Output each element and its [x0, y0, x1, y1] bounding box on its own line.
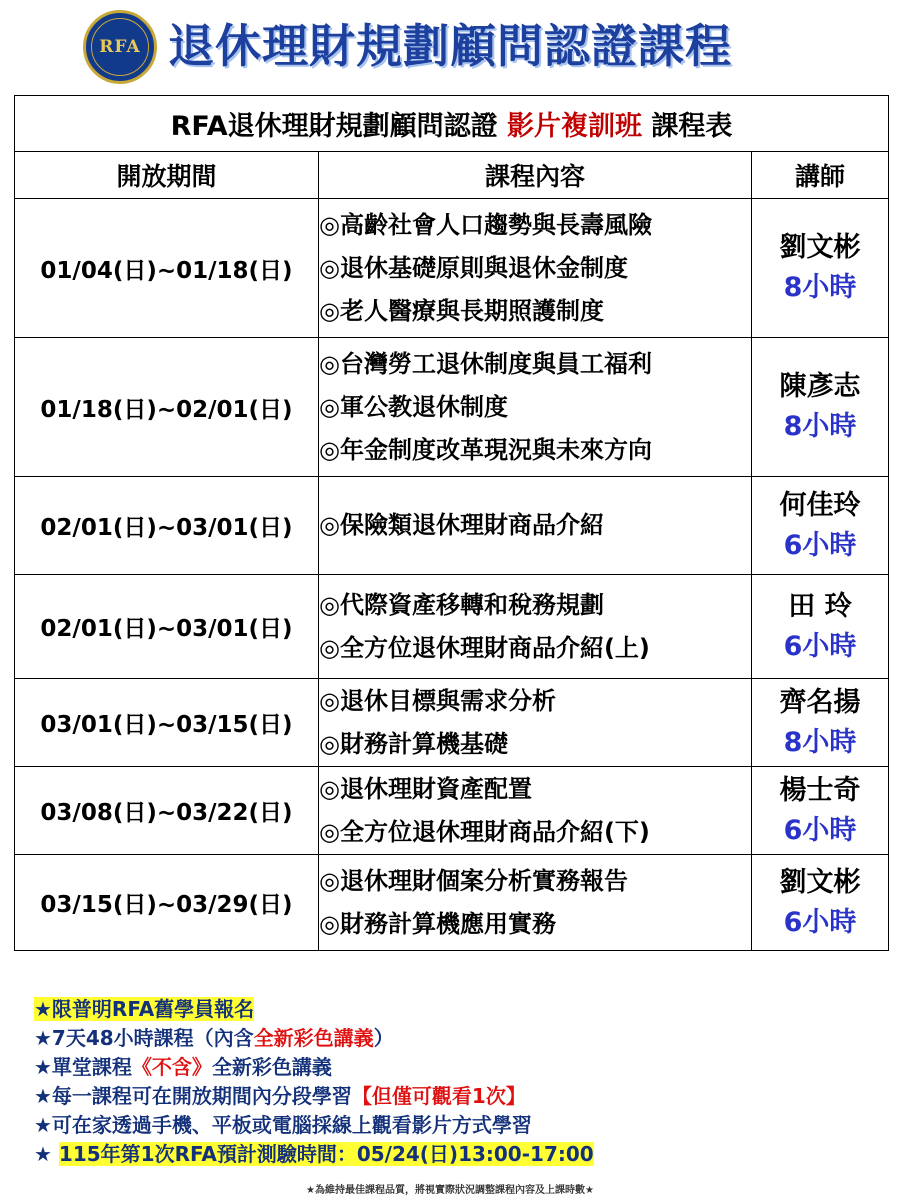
rfa-logo-seal [91, 18, 149, 76]
table-row [15, 767, 889, 855]
course-item: ◎年金制度改革現況與未來方向 [319, 435, 652, 464]
teacher-name: 劉文彬 [779, 866, 861, 898]
content-cell [319, 767, 752, 855]
note-item [34, 1082, 594, 1111]
content-cell [319, 338, 752, 477]
table-caption-row [15, 96, 889, 152]
note-text: ★單堂課程 [34, 1055, 132, 1079]
table-row [15, 679, 889, 767]
course-item: ◎退休目標與需求分析 [319, 686, 556, 715]
content-cell [319, 855, 752, 951]
course-item: ◎全方位退休理財商品介紹(上) [319, 633, 650, 662]
note-red: 《不含》 [131, 1055, 212, 1079]
course-item: ◎軍公教退休制度 [319, 392, 508, 421]
logo-text: RFA [99, 36, 141, 57]
teacher-name: 陳彥志 [779, 371, 861, 402]
table-caption [15, 96, 889, 152]
period-cell: 03/01(日)~03/15(日) [15, 679, 319, 767]
col-header-content: 課程內容 [319, 152, 752, 199]
teacher-name: 楊士奇 [779, 774, 861, 806]
course-item: ◎台灣勞工退休制度與員工福利 [319, 349, 652, 378]
course-hours: 6小時 [783, 529, 857, 561]
course-hours: 8小時 [783, 411, 857, 442]
course-item: ◎退休理財個案分析實務報告 [319, 866, 628, 895]
note-item [34, 1111, 594, 1140]
note-text: ★限普明RFA舊學員報名 [34, 997, 255, 1021]
table-row [15, 199, 889, 338]
footnote: ★為維持最佳課程品質，將視實際狀況調整課程內容及上課時數★ [306, 1185, 594, 1196]
content-cell [319, 679, 752, 767]
note-red: 【但僅可觀看1次】 [351, 1084, 526, 1108]
caption-pre: RFA退休理財規劃顧問認證 [170, 111, 508, 142]
note-red: 全新彩色講義 [253, 1026, 374, 1050]
course-hours: 8小時 [783, 726, 857, 758]
teacher-cell [752, 855, 889, 951]
period-cell: 02/01(日)~03/01(日) [15, 477, 319, 575]
table-body [15, 199, 889, 951]
teacher-cell [752, 679, 889, 767]
teacher-name: 齊名揚 [779, 686, 861, 718]
table-row [15, 477, 889, 575]
notes-list [34, 995, 594, 1169]
course-hours: 6小時 [783, 906, 857, 938]
table-row [15, 338, 889, 477]
content-cell [319, 575, 752, 679]
content-cell [319, 199, 752, 338]
note-item [34, 1053, 594, 1082]
period-cell: 01/04(日)~01/18(日) [15, 199, 319, 338]
teacher-cell [752, 575, 889, 679]
course-hours: 6小時 [783, 630, 857, 662]
teacher-name: 劉文彬 [779, 232, 861, 263]
course-item: ◎保險類退休理財商品介紹 [319, 511, 604, 539]
course-hours: 8小時 [783, 272, 857, 303]
col-header-teacher: 講師 [752, 152, 889, 199]
content-cell [319, 477, 752, 575]
note-text: ） [373, 1026, 394, 1050]
teacher-cell [752, 477, 889, 575]
note-text: ★7天48小時課程（內含 [34, 1026, 254, 1050]
note-text: ★可在家透過手機、平板或電腦採線上觀看影片方式學習 [34, 1113, 532, 1137]
period-cell: 03/15(日)~03/29(日) [15, 855, 319, 951]
note-item [34, 995, 594, 1024]
course-hours: 6小時 [783, 814, 857, 846]
note-text: 全新彩色講義 [211, 1055, 332, 1079]
table-header-row [15, 152, 889, 199]
table-row [15, 575, 889, 679]
caption-post: 課程表 [642, 111, 733, 142]
course-item: ◎財務計算機基礎 [319, 729, 508, 758]
course-item: ◎老人醫療與長期照護制度 [319, 296, 604, 325]
note-text: ★每一課程可在開放期間內分段學習 [34, 1084, 352, 1108]
page-header [0, 0, 900, 92]
teacher-cell [752, 199, 889, 338]
teacher-name: 何佳玲 [779, 489, 861, 521]
teacher-cell [752, 338, 889, 477]
table-row [15, 855, 889, 951]
course-schedule-table [14, 95, 889, 951]
col-header-period: 開放期間 [15, 152, 319, 199]
course-item: ◎退休基礎原則與退休金制度 [319, 253, 628, 282]
teacher-cell [752, 767, 889, 855]
course-item: ◎全方位退休理財商品介紹(下) [319, 817, 650, 846]
teacher-name: 田 玲 [788, 590, 852, 622]
caption-highlight: 影片複訓班 [507, 111, 643, 142]
rfa-logo [83, 10, 157, 84]
exam-date-highlight: 115年第1次RFA預計測驗時間：05/24(日)13:00-17:00 [58, 1142, 594, 1166]
period-cell: 01/18(日)~02/01(日) [15, 338, 319, 477]
course-item: ◎代際資產移轉和稅務規劃 [319, 590, 604, 619]
page-title: 退休理財規劃顧問認證課程 [168, 19, 732, 73]
course-item: ◎退休理財資產配置 [319, 774, 532, 803]
period-cell: 03/08(日)~03/22(日) [15, 767, 319, 855]
note-item [34, 1024, 594, 1053]
note-item [34, 1140, 594, 1169]
note-star: ★ [34, 1142, 59, 1166]
period-cell: 02/01(日)~03/01(日) [15, 575, 319, 679]
course-item: ◎財務計算機應用實務 [319, 909, 556, 938]
course-item: ◎高齡社會人口趨勢與長壽風險 [319, 210, 652, 239]
